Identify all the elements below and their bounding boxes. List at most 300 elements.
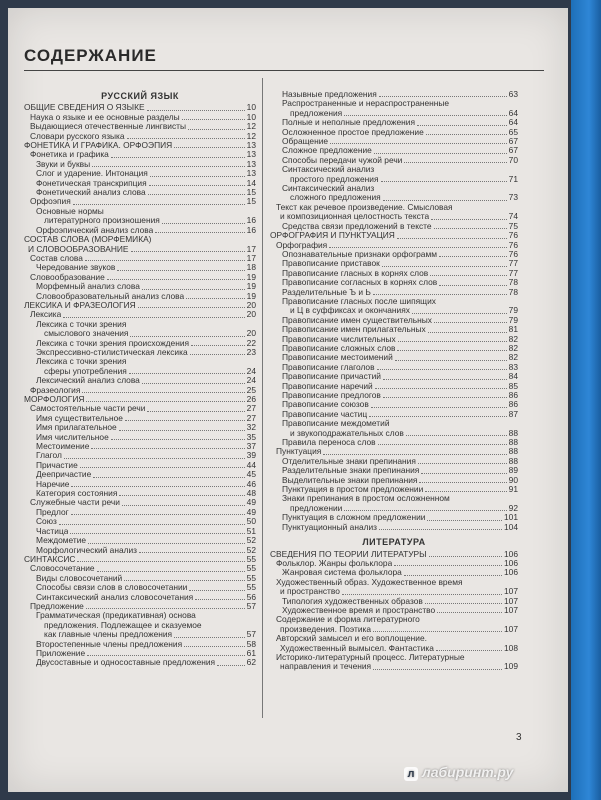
dot-leader: [425, 602, 502, 604]
toc-entry-last-line: [276, 644, 518, 653]
toc-list-right-2: [270, 550, 518, 672]
dot-leader: [381, 180, 507, 182]
dot-leader: [398, 340, 507, 342]
dot-leader: [397, 349, 506, 351]
dot-leader: [122, 504, 245, 506]
toc-entry: [270, 165, 518, 184]
toc-entry-text: Правописание предлогов: [282, 391, 381, 400]
dot-leader: [111, 438, 245, 440]
toc-entry-text: Пунктуация в простом предложении: [282, 485, 424, 495]
dot-leader: [404, 574, 502, 576]
toc-entry-text: Состав слова: [30, 253, 83, 263]
toc-entry-line: [36, 621, 256, 630]
toc-page-number: 106: [504, 557, 518, 568]
dot-leader: [394, 564, 502, 566]
toc-entry: [24, 301, 256, 310]
toc-entry-text: СОСТАВ СЛОВА (МОРФЕМИКА): [24, 235, 152, 245]
toc-page-number: 88: [508, 446, 518, 457]
toc-page-number: 55: [246, 563, 256, 574]
toc-entry: [270, 578, 518, 597]
toc-list-right-1: [270, 90, 518, 532]
dot-leader: [344, 114, 506, 116]
toc-entry-text: Фонетика и графика: [30, 150, 109, 160]
toc-entry-last-line: [282, 306, 518, 315]
dot-leader: [86, 607, 245, 609]
toc-entry: [270, 634, 518, 653]
toc-page-number: 86: [508, 399, 518, 410]
toc-page-number: 107: [504, 623, 518, 634]
toc-page-number: 57: [246, 629, 256, 640]
toc-page-number: 82: [508, 342, 518, 353]
toc-entry: [24, 292, 256, 301]
toc-page-number: 63: [508, 89, 518, 99]
toc-page-number: 92: [508, 502, 518, 513]
dot-leader: [344, 509, 506, 511]
toc-page-number: 90: [508, 474, 518, 485]
toc-entry-text: СВЕДЕНИЯ ПО ТЕОРИИ ЛИТЕРАТУРЫ: [270, 549, 427, 559]
toc-entry-text: Словари русского языка: [30, 131, 125, 141]
toc-entry-text: Словосочетание: [30, 564, 95, 574]
toc-entry-text: Правописание глаголов: [282, 362, 375, 372]
dot-leader: [155, 231, 244, 233]
dot-leader: [421, 472, 506, 474]
toc-entry-text: Осложненное простое предложение: [282, 127, 424, 137]
toc-entry: [270, 278, 518, 287]
toc-entry-text: Имя прилагательное: [36, 423, 117, 433]
toc-entry-text: Правописание междометий: [282, 419, 390, 429]
toc-entry-text: Орфоэпический анализ слова: [36, 225, 154, 235]
toc-entry-text: Звуки и буквы: [36, 159, 91, 169]
toc-entry-line: [276, 578, 518, 587]
toc-page-number: 48: [246, 488, 256, 499]
toc-entry: [24, 498, 256, 507]
toc-entry-text: Лексика с точки зрения: [36, 319, 127, 329]
dot-leader: [85, 259, 245, 261]
section-title-russian: РУССКИЙ ЯЗЫК: [101, 91, 179, 101]
toc-entry: [24, 103, 256, 112]
toc-entry: [24, 404, 256, 413]
toc-entry-text: Лексика с точки зрения происхождения: [36, 338, 190, 348]
toc-entry-line: [282, 297, 518, 306]
toc-entry-text: Средства связи предложений в тексте: [282, 221, 432, 231]
toc-page-number: 12: [246, 130, 256, 141]
toc-entry-text: Правописание сложных слов: [282, 343, 396, 353]
toc-entry: [24, 386, 256, 395]
toc-entry-line: [276, 615, 518, 624]
toc-entry: [24, 169, 256, 178]
toc-entry-line: [282, 184, 518, 193]
toc-entry-text: МОРФОЛОГИЯ: [24, 395, 85, 404]
dot-leader: [174, 146, 245, 148]
toc-page-number: 37: [246, 441, 256, 452]
toc-page-number: 109: [504, 661, 518, 672]
toc-page-number: 20: [246, 309, 256, 320]
dot-leader: [437, 611, 502, 613]
dot-leader: [429, 555, 502, 557]
toc-entry: [24, 461, 256, 470]
toc-page-number: 88: [508, 455, 518, 466]
toc-entry-last-line: [276, 587, 518, 596]
dot-leader: [412, 312, 507, 314]
toc-entry-text: Фольклор. Жанры фольклора: [276, 558, 393, 568]
toc-entry-text: Морфологический анализ: [36, 545, 138, 555]
dot-leader: [138, 306, 245, 308]
toc-entry: [270, 137, 518, 146]
toc-entry-text: Двусоставные и односоставные предложения: [36, 658, 216, 668]
toc-page-number: 19: [246, 290, 256, 301]
dot-leader: [129, 372, 245, 374]
toc-page-number: 82: [508, 333, 518, 344]
toc-entry-text: Пунктуационный анализ: [282, 522, 378, 532]
toc-entry: [270, 410, 518, 419]
toc-right-column: [270, 90, 518, 672]
toc-entry-text: Распространенные и нераспространенные: [282, 99, 450, 109]
toc-entry: [270, 363, 518, 372]
dot-leader: [111, 156, 245, 158]
toc-entry: [270, 344, 518, 353]
toc-entry: [24, 254, 256, 263]
toc-page-number: 76: [508, 248, 518, 259]
toc-entry: [270, 99, 518, 118]
toc-entry-last-line: [282, 193, 518, 202]
toc-entry-text: Пунктуация: [276, 447, 322, 457]
toc-entry-last-line: [282, 429, 518, 438]
toc-entry-text: Правописание наречий: [282, 381, 373, 391]
toc-page-number: 12: [246, 121, 256, 132]
toc-entry: [24, 132, 256, 141]
toc-page-number: 25: [246, 384, 256, 395]
toc-entry: [24, 310, 256, 319]
toc-page-number: 50: [246, 516, 256, 527]
toc-entry-text: Способы связи слов в словосочетании: [36, 583, 188, 593]
toc-entry: [270, 513, 518, 522]
dot-leader: [182, 118, 245, 120]
toc-entry-last-line: [276, 662, 518, 671]
toc-entry: [270, 156, 518, 165]
toc-entry-line: [282, 419, 518, 428]
toc-entry: [270, 597, 518, 606]
toc-entry-last-line: [276, 625, 518, 634]
toc-page-number: 55: [246, 582, 256, 593]
toc-entry: [24, 517, 256, 526]
toc-entry-last-line: [36, 630, 256, 639]
dot-leader: [88, 542, 245, 544]
page-number: 3: [516, 732, 522, 743]
toc-entry-text: Чередование звуков: [36, 263, 116, 273]
toc-entry: [24, 508, 256, 517]
dot-leader: [148, 193, 245, 195]
toc-page-number: 77: [508, 267, 518, 278]
toc-entry-text: простого предложения: [290, 174, 379, 184]
dot-leader: [377, 368, 507, 370]
toc-entry-text: Разделительные Ъ и Ь: [282, 287, 371, 297]
toc-entry-text: смыслового значения: [44, 329, 129, 339]
toc-entry-text: как главные члены предложения: [44, 630, 173, 640]
toc-page-number: 78: [508, 277, 518, 288]
dot-leader: [373, 630, 502, 632]
dot-leader: [188, 128, 245, 130]
toc-entry: [24, 376, 256, 385]
dot-leader: [404, 161, 506, 163]
toc-page-number: 64: [508, 107, 518, 118]
dot-leader: [426, 133, 507, 135]
toc-entry-text: Выделительные знаки препинания: [282, 475, 418, 485]
toc-page-number: 88: [508, 437, 518, 448]
dot-leader: [125, 419, 245, 421]
toc-page-number: 106: [504, 548, 518, 559]
toc-page-number: 13: [246, 168, 256, 179]
toc-entry: [270, 353, 518, 362]
dot-leader: [434, 321, 507, 323]
dot-leader: [186, 297, 245, 299]
toc-entry: [270, 568, 518, 577]
dot-leader: [127, 137, 245, 139]
toc-page-number: 16: [246, 224, 256, 235]
toc-entry-text: Приложение: [36, 648, 86, 658]
toc-entry-text: Историко-литературный процесс. Литературные: [276, 652, 465, 662]
toc-page-number: 51: [246, 525, 256, 536]
dot-leader: [174, 636, 245, 638]
toc-entry-line: [36, 357, 256, 366]
toc-page-number: 81: [508, 324, 518, 335]
toc-entry: [24, 546, 256, 555]
toc-page-number: 76: [508, 230, 518, 241]
toc-entry-text: Правописание причастий: [282, 372, 381, 382]
toc-entry: [270, 316, 518, 325]
toc-entry: [24, 113, 256, 122]
toc-page-number: 107: [504, 604, 518, 615]
toc-entry-text: литературного произношения: [44, 216, 160, 226]
toc-entry-text: Правописание имен существительных: [282, 315, 432, 325]
toc-entry-text: Причастие: [36, 460, 78, 470]
toc-page-number: 75: [508, 220, 518, 231]
dot-leader: [142, 288, 245, 290]
toc-entry-text: Полные и неполные предложения: [282, 118, 416, 128]
toc-entry-text: Основные нормы: [36, 206, 104, 216]
dot-leader: [373, 293, 507, 295]
toc-page-number: 67: [508, 145, 518, 156]
toc-page-number: 32: [246, 422, 256, 433]
toc-entry-text: Разделительные знаки препинания: [282, 466, 420, 476]
toc-entry-text: Жанровая система фольклора: [282, 568, 402, 578]
dot-leader: [427, 519, 502, 521]
toc-entry-text: Имя числительное: [36, 432, 109, 442]
toc-page-number: 27: [246, 412, 256, 423]
dot-leader: [374, 152, 507, 154]
toc-entry-text: Служебные части речи: [30, 498, 120, 508]
toc-entry-text: Лексический анализ слова: [36, 376, 140, 386]
toc-entry: [270, 457, 518, 466]
toc-entry: [24, 564, 256, 573]
toc-entry: [270, 372, 518, 381]
toc-entry: [24, 263, 256, 272]
toc-page-number: 67: [508, 136, 518, 147]
dot-leader: [383, 396, 507, 398]
toc-entry-text: Правописание гласных в корнях слов: [282, 268, 429, 278]
toc-entry: [24, 640, 256, 649]
toc-page-number: 13: [246, 149, 256, 160]
toc-page-number: 52: [246, 544, 256, 555]
dot-leader: [406, 434, 507, 436]
dot-leader: [419, 481, 506, 483]
toc-page-number: 79: [508, 305, 518, 316]
dot-leader: [373, 668, 502, 670]
toc-page-number: 14: [246, 177, 256, 188]
toc-list-left: [24, 103, 256, 667]
dot-leader: [71, 485, 244, 487]
dot-leader: [439, 284, 506, 286]
dot-leader: [80, 466, 245, 468]
toc-page-number: 91: [508, 484, 518, 495]
dot-leader: [77, 560, 244, 562]
toc-entry: [270, 250, 518, 259]
dot-leader: [189, 589, 244, 591]
toc-entry: [270, 288, 518, 297]
toc-page-number: 26: [246, 394, 256, 404]
toc-page-number: 58: [246, 638, 256, 649]
toc-page-number: 104: [504, 521, 518, 532]
toc-page-number: 88: [508, 427, 518, 438]
toc-entry-text: сферы употребления: [44, 366, 127, 376]
toc-page-number: 74: [508, 211, 518, 222]
section-title-literature: ЛИТЕРАТУРА: [362, 537, 426, 548]
toc-entry: [24, 470, 256, 479]
toc-page-number: 18: [246, 262, 256, 273]
toc-page-number: 77: [508, 258, 518, 269]
toc-entry: [270, 653, 518, 672]
toc-entry: [270, 259, 518, 268]
toc-page-number: 55: [246, 572, 256, 583]
toc-entry-text: предложения: [290, 108, 343, 118]
toc-entry-text: Второстепенные члены предложения: [36, 639, 183, 649]
toc-entry-text: Правописание приставок: [282, 259, 380, 269]
toc-page-number: 19: [246, 281, 256, 292]
toc-entry: [24, 593, 256, 602]
heading-rule: [24, 46, 544, 71]
dot-leader: [107, 278, 245, 280]
toc-entry: [24, 423, 256, 432]
toc-entry-text: ОРФОГРАФИЯ И ПУНКТУАЦИЯ: [270, 231, 395, 241]
dot-leader: [184, 645, 245, 647]
dot-leader: [70, 532, 244, 534]
toc-entry: [270, 391, 518, 400]
toc-page-number: 73: [508, 192, 518, 203]
dot-leader: [417, 124, 507, 126]
dot-leader: [379, 528, 502, 530]
toc-entry-text: и Ц в суффиксах и окончаниях: [290, 306, 410, 316]
toc-page-number: 44: [246, 459, 256, 470]
toc-entry-text: Предлог: [36, 507, 69, 517]
dot-leader: [330, 142, 507, 144]
toc-entry-text: Правописание местоимений: [282, 353, 393, 363]
dot-leader: [190, 353, 245, 355]
toc-entry: [24, 207, 256, 226]
dot-leader: [87, 654, 245, 656]
toc-entry-text: Синтаксический анализ словосочетания: [36, 592, 194, 602]
toc-entry: [270, 128, 518, 137]
toc-entry-text: Назывные предложения: [282, 90, 377, 99]
toc-entry-text: Сложное предложение: [282, 146, 372, 156]
toc-entry: [24, 414, 256, 423]
toc-page-number: 101: [504, 512, 518, 523]
toc-entry: [270, 550, 518, 559]
toc-page-number: 64: [508, 117, 518, 128]
toc-entry-text: Синтаксический анализ: [282, 165, 375, 175]
dot-leader: [139, 551, 245, 553]
dot-leader: [117, 269, 244, 271]
dot-leader: [92, 165, 245, 167]
dot-leader: [425, 490, 506, 492]
dot-leader: [97, 570, 245, 572]
toc-entry-text: Грамматическая (предикативная) основа: [36, 611, 196, 621]
dot-leader: [124, 579, 244, 581]
toc-entry: [270, 222, 518, 231]
toc-entry-text: Художественный образ. Художественное время: [276, 577, 463, 587]
toc-entry-text: Правописание числительных: [282, 334, 396, 344]
toc-entry-line: [282, 99, 518, 108]
toc-entry-text: Глагол: [36, 451, 62, 461]
toc-entry: [270, 203, 518, 222]
toc-page-number: 15: [246, 196, 256, 207]
watermark: [404, 764, 513, 781]
dot-leader: [131, 250, 245, 252]
toc-entry: [270, 146, 518, 155]
toc-entry-line: [36, 320, 256, 329]
toc-entry-last-line: [282, 175, 518, 184]
dot-leader: [147, 410, 244, 412]
toc-entry-text: предложении: [290, 503, 343, 513]
dot-leader: [383, 378, 507, 380]
toc-entry: [270, 241, 518, 250]
toc-entry-text: Правописание частиц: [282, 409, 368, 419]
dot-leader: [91, 447, 244, 449]
dot-leader: [397, 237, 507, 239]
toc-page-number: 23: [246, 346, 256, 357]
toc-entry: [24, 150, 256, 159]
book-spine: [571, 0, 601, 800]
toc-entry-text: произведения. Поэтика: [280, 624, 372, 634]
toc-entry: [24, 395, 256, 404]
toc-entry: [24, 179, 256, 188]
toc-entry: [270, 438, 518, 447]
toc-entry-text: Фонетический анализ слова: [36, 188, 146, 198]
dot-leader: [371, 406, 507, 408]
toc-entry: [270, 335, 518, 344]
dot-leader: [73, 203, 245, 205]
toc-page-number: 79: [508, 314, 518, 325]
toc-entry-text: Словообразование: [30, 272, 105, 282]
toc-entry: [24, 273, 256, 282]
toc-page-number: 13: [246, 158, 256, 169]
toc-entry: [270, 447, 518, 456]
toc-page-number: 39: [246, 450, 256, 461]
toc-entry-text: Художественный вымысел. Фантастика: [280, 643, 434, 653]
toc-entry-last-line: [36, 216, 256, 225]
toc-entry: [24, 555, 256, 564]
toc-entry-last-line: [36, 329, 256, 338]
toc-entry-last-line: [282, 504, 518, 513]
dot-leader: [82, 391, 244, 393]
toc-entry: [270, 269, 518, 278]
toc-entry-text: ОБЩИЕ СВЕДЕНИЯ О ЯЗЫКЕ: [24, 103, 145, 113]
labirint-logo-icon: л: [404, 767, 418, 781]
toc-entry-text: Правописание союзов: [282, 400, 369, 410]
toc-page-number: 55: [246, 553, 256, 564]
toc-page-number: 84: [508, 371, 518, 382]
dot-leader: [191, 344, 245, 346]
toc-entry: [24, 489, 256, 498]
toc-entry: [270, 184, 518, 203]
